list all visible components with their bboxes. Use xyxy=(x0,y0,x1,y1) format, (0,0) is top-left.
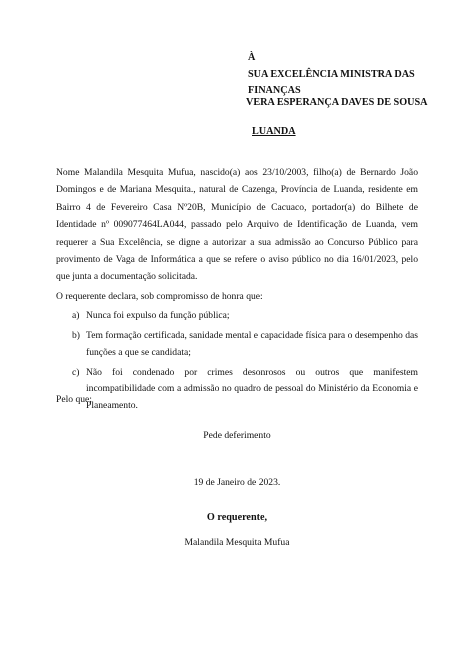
pede-deferimento: Pede deferimento xyxy=(203,430,271,441)
declaration-intro: O requerente declara, sob compromisso de honra que: xyxy=(56,291,263,302)
declaration-item-b xyxy=(56,328,418,361)
declaration-list xyxy=(56,308,418,418)
requerente-label: O requerente, xyxy=(206,512,268,523)
signer-name: Malandila Mesquita Mufua xyxy=(184,537,290,548)
declaration-item-c xyxy=(56,365,418,415)
addressee-line-1: À xyxy=(248,52,256,63)
list-marker: c) xyxy=(72,366,80,378)
declaration-item-a xyxy=(56,308,418,325)
pelo-que-line: Pelo que; xyxy=(56,394,92,405)
declaration-text: Não foi condenado por crimes desonrosos ou outros que manifestem incompatibilidade com a admissão no quadro de pessoal do Ministério da Economia e Planeamento. xyxy=(86,366,418,411)
declaration-text: Tem formação certificada, sanidade mental e capacidade física para o desempenho das funções a que se candidata; xyxy=(86,330,418,358)
addressee-line-4: VERA ESPERANÇA DAVES DE SOUSA xyxy=(246,97,428,108)
document-date: 19 de Janeiro de 2023. xyxy=(193,477,281,488)
list-marker: a) xyxy=(72,310,80,321)
declaration-text: Nunca foi expulso da função pública; xyxy=(86,310,230,321)
list-marker: b) xyxy=(72,330,80,342)
addressee-line-3: FINANÇAS xyxy=(248,85,301,96)
addressee-line-2: SUA EXCELÊNCIA MINISTRA DAS xyxy=(248,69,415,80)
request-paragraph: Nome Malandila Mesquita Mufua, nascido(a) aos 23/10/2003, filho(a) de Bernardo João Domingos e de Mariana Mesquita., natural de Cazenga, Província de Luanda, residente em Bairro 4 de Fevereiro Casa Nº20B, Município de Cacuaco, portador(a) do Bilhete de Identidade nº 009077464LA044, passado pelo Arquivo de Identificação de Luanda, vem requerer a Sua Excelência, se digne a autorizar a sua admissão ao Concurso Público para provimento de Vaga de Informática a que se refere o aviso público no dia 16/01/2023, pelo que junta a documentação solicitada. xyxy=(56,167,418,283)
city-heading: LUANDA xyxy=(252,126,296,137)
